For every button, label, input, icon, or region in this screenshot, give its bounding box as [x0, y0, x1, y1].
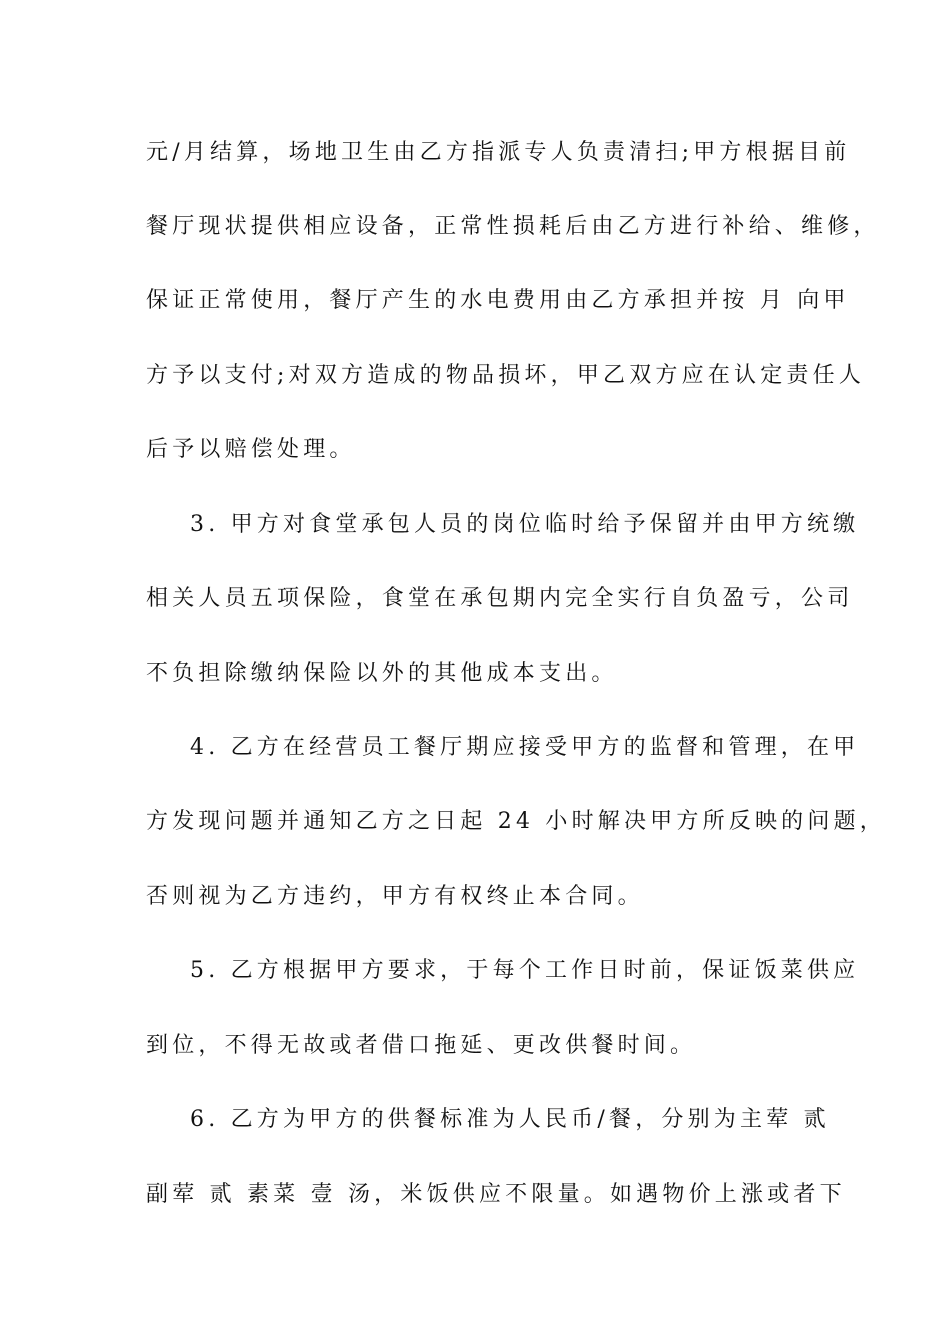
text-line: 后予以赔偿处理。	[146, 437, 356, 462]
text-line: 方予以支付;对双方造成的物品损坏，甲乙双方应在认定责任人	[146, 363, 866, 388]
text-line: 副荤 贰 素菜 壹 汤，米饭供应不限量。如遇物价上涨或者下	[146, 1182, 846, 1207]
clause-3-line: 3. 甲方对食堂承包人员的岗位临时给予保留并由甲方统缴	[190, 512, 860, 537]
text-line: 到位，不得无故或者借口拖延、更改供餐时间。	[146, 1033, 697, 1058]
clause-5-line: 5. 乙方根据甲方要求，于每个工作日时前，保证饭菜供应	[190, 958, 860, 983]
clause-6-line: 6. 乙方为甲方的供餐标准为人民币/餐，分别为主荤 贰	[190, 1107, 830, 1132]
text-line: 餐厅现状提供相应设备，正常性损耗后由乙方进行补给、维修，	[146, 214, 880, 239]
clause-4-line: 4. 乙方在经营员工餐厅期应接受甲方的监督和管理，在甲	[190, 735, 860, 760]
text-line: 保证正常使用，餐厅产生的水电费用由乙方承担并按 月 向甲	[146, 288, 850, 313]
text-line: 否则视为乙方违约，甲方有权终止本合同。	[146, 884, 644, 909]
text-line: 元/月结算，场地卫生由乙方指派专人负责清扫;甲方根据目前	[146, 140, 851, 165]
text-line: 方发现问题并通知乙方之日起 24 小时解决甲方所反映的问题，	[146, 809, 886, 834]
text-line: 相关人员五项保险，食堂在承包期内完全实行自负盈亏，公司	[146, 586, 854, 611]
text-line: 不负担除缴纳保险以外的其他成本支出。	[146, 661, 618, 686]
